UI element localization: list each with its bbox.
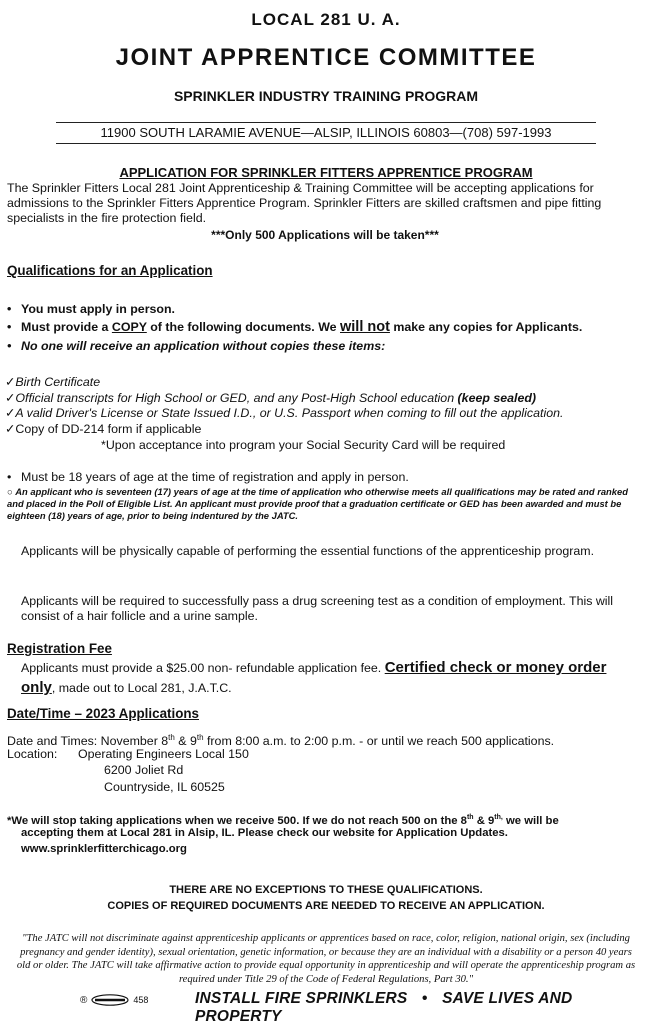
website-link[interactable]: www.sprinklerfitterchicago.org: [21, 843, 187, 855]
notice-line-2: accepting them at Local 281 in Alsip, IL. Please check our website for Application Updates.: [21, 827, 508, 839]
registered-icon: ®: [80, 994, 88, 1006]
intro-text: The Sprinkler Fitters Local 281 Joint Apprenticeship & Training Committee will be accepting applications for admissions to the Sprinkler Fitters Apprentice Program. Sprinkler Fitters are skilled craftsmen and pipe fitting specialists in the fire protection field.: [7, 181, 602, 225]
check-transcripts: ✓Official transcripts for High School or GED, and any Post-High School education (keep sealed): [5, 390, 537, 405]
bullet-icon: •: [421, 990, 428, 1007]
address-bar: 11900 SOUTH LARAMIE AVENUE—ALSIP, ILLINOIS 60803—(708) 597-1993: [56, 122, 596, 144]
check-birth-certificate: ✓Birth Certificate: [5, 375, 101, 389]
bullet-physical: Applicants will be physically capable of performing the essential functions of the apprenticeship program.: [21, 544, 595, 558]
union-label-number: 458: [133, 995, 149, 1005]
check-drivers-license: ✓A valid Driver's License or State Issued I.D., or U.S. Passport when coming to fill out the application.: [5, 406, 564, 420]
location-label: Location:: [7, 747, 58, 761]
no-exceptions-line: THERE ARE NO EXCEPTIONS TO THESE QUALIFICATIONS.: [169, 884, 483, 896]
slogan: INSTALL FIRE SPRINKLERS • SAVE LIVES AND PROPERTY: [195, 990, 573, 1025]
committee-heading: JOINT APPRENTICE COMMITTEE: [115, 44, 537, 71]
dates-line: Date and Times: November 8th & 9th from 8:00 a.m. to 2:00 p.m. - or until we reach 500 applications.: [7, 733, 555, 749]
bullet-apply-in-person: • You must apply in person.: [7, 302, 175, 316]
application-title: APPLICATION FOR SPRINKLER FITTERS APPRENTICE PROGRAM: [119, 165, 533, 180]
location-line-1: Operating Engineers Local 150: [78, 747, 249, 761]
notice-line-1: *We will stop taking applications when we receive 500. If we do not reach 500 on the 8th & $9^{th,}$ we will be: [7, 814, 559, 827]
union-bug-icon: [91, 994, 129, 1006]
social-security-note: *Upon acceptance into program your Social Security Card will be required: [101, 438, 506, 452]
program-heading: SPRINKLER INDUSTRY TRAINING PROGRAM: [173, 88, 479, 104]
bullet-no-application: • No one will receive an application without copies these items:: [7, 339, 386, 353]
footer: [0, 990, 652, 1025]
qualifications-heading: Qualifications for an Application: [7, 263, 213, 278]
union-label: [80, 994, 148, 1006]
dates-heading: Date/Time – 2023 Applications: [7, 706, 200, 721]
limit-note: ***Only 500 Applications will be taken***: [211, 228, 439, 242]
copies-required-line: COPIES OF REQUIRED DOCUMENTS ARE NEEDED TO RECEIVE AN APPLICATION.: [107, 900, 545, 912]
bullet-drug-test: Applicants will be required to successfully pass a drug screening test as a condition of employment. This will consist of a hair follicle and a urine sample.: [21, 594, 614, 623]
check-dd214: ✓Copy of DD-214 form if applicable: [5, 421, 202, 436]
fee-text: Applicants must provide a $25.00 non- refundable application fee. Certified check or money order only, made out to Local 281, J.A.T.C.: [21, 659, 607, 696]
bullet-age: • Must be 18 years of age at the time of registration and apply in person.: [7, 470, 409, 484]
age-note: ○ An applicant who is seventeen (17) years of age at the time of application who otherwise meets all qualifications may be rated and ranked and placed in the Poll of Eligible List. An applicant must provide proof that a graduation certificate or GED has been awarded and must be eighteen (18) years of age, prior to being indentured by the JATC.: [7, 486, 628, 521]
location-line-3: Countryside, IL 60525: [104, 780, 225, 794]
local-heading: LOCAL 281 U. A.: [251, 10, 401, 29]
location-line-2: 6200 Joliet Rd: [104, 763, 184, 777]
fee-heading: Registration Fee: [7, 641, 112, 656]
nondiscrimination-statement: "The JATC will not discriminate against apprenticeship applicants or apprentices based on race, color, religion, national origin, sex (including pregnancy and gender identity), sexual orientation, genetic information, or because they are an individual with a disability or a person 40 years old or older. The JATC will take affirmative action to provide equal opportunity in apprenticeship and will operate the apprenticeship program as required under Title 29 of the Code of Federal Regulations, Part 30.": [16, 933, 636, 985]
bullet-provide-copy: • Must provide a COPY of the following documents. We will not make any copies for Applicants.: [7, 319, 583, 335]
